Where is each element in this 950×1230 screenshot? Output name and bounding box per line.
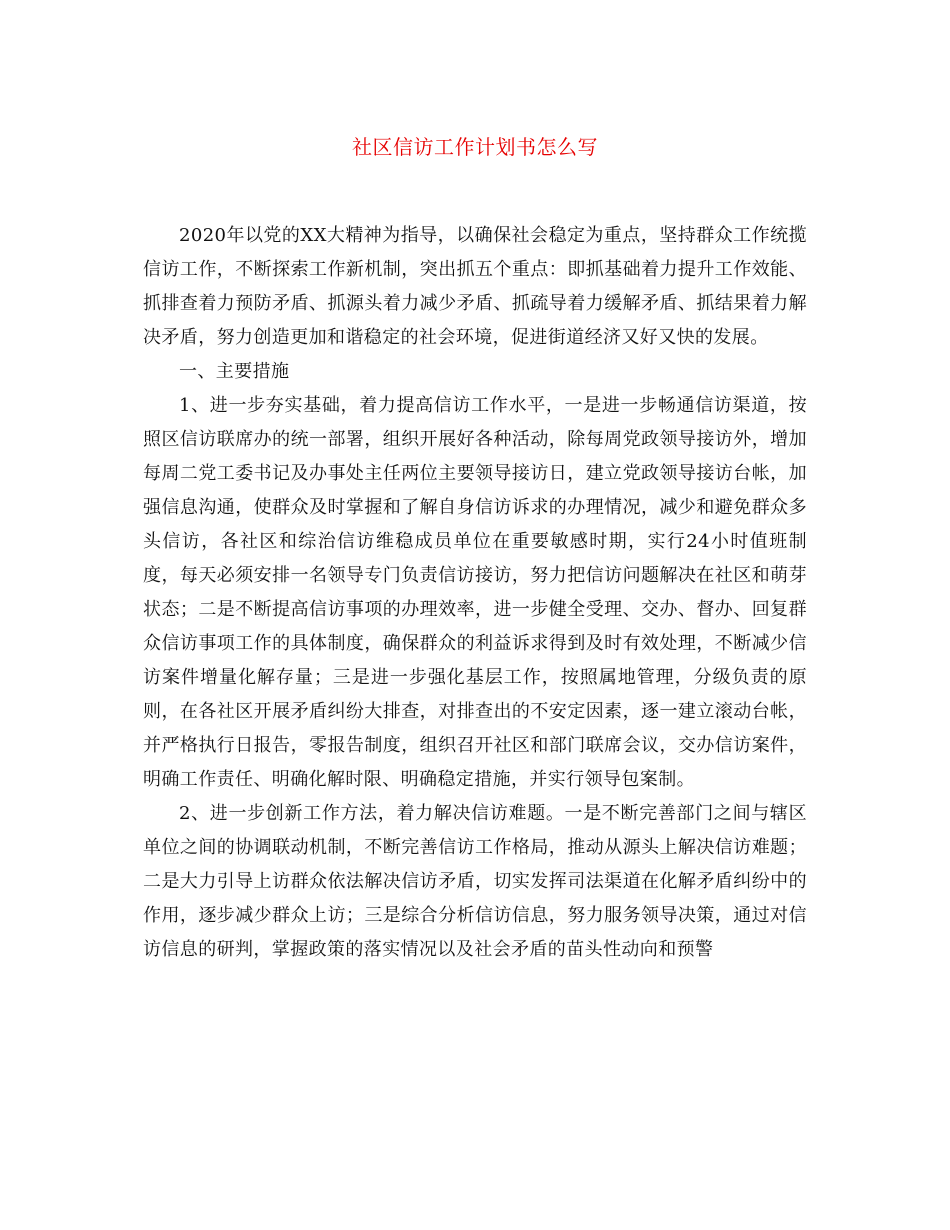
paragraph-measure-1: 1、进一步夯实基础，着力提高信访工作水平，一是进一步畅通信访渠道，按照区信访联席办的统一部署，组织开展好各种活动，除每周党政领导接访外，增加每周二党工委书记及办事处主任两位主要领导接访日，建立党政领导接访台帐，加强信息沟通，使群众及时掌握和了解自身信访诉求的办理情况，减少和避免群众多头信访，各社区和综治信访维稳成员单位在重要敏感时期，实行24小时值班制度，每天必须安排一名领导专门负责信访接访，努力把信访问题解决在社区和萌芽状态；二是不断提高信访事项的办理效率，进一步健全受理、交办、督办、回复群众信访事项工作的具体制度，确保群众的利益诉求得到及时有效处理，不断减少信访案件增量化解存量；三是进一步强化基层工作，按照属地管理，分级负责的原则，在各社区开展矛盾纠纷大排查，对排查出的不安定因素，逐一建立滚动台帐，并严格执行日报告，零报告制度，组织召开社区和部门联席会议，交办信访案件，明确工作责任、明确化解时限、明确稳定措施，并实行领导包案制。 [143, 395, 807, 790]
paragraph-intro: 2020年以党的XX大精神为指导，以确保社会稳定为重点，坚持群众工作统揽信访工作，不断探索工作新机制，突出抓五个重点：即抓基础着力提升工作效能、抓排查着力预防矛盾、抓源头着力减少矛盾、抓疏导着力缓解矛盾、抓结果着力解决矛盾，努力创造更加和谐稳定的社会环境，促进街道经济又好又快的发展。 [143, 225, 807, 348]
document-title: 社区信访工作计划书怎么写 [352, 135, 598, 159]
section-heading-main-measures: 一、主要措施 [179, 361, 290, 382]
document-body [143, 219, 807, 967]
paragraph-measure-2: 2、进一步创新工作方法，着力解决信访难题。一是不断完善部门之间与辖区单位之间的协调联动机制，不断完善信访工作格局，推动从源头上解决信访难题；二是大力引导上访群众依法解决信访矛盾，切实发挥司法渠道在化解矛盾纠纷中的作用，逐步减少群众上访；三是综合分析信访信息，努力服务领导决策，通过对信访信息的研判，掌握政策的落实情况以及社会矛盾的苗头性动向和预警 [143, 803, 807, 960]
